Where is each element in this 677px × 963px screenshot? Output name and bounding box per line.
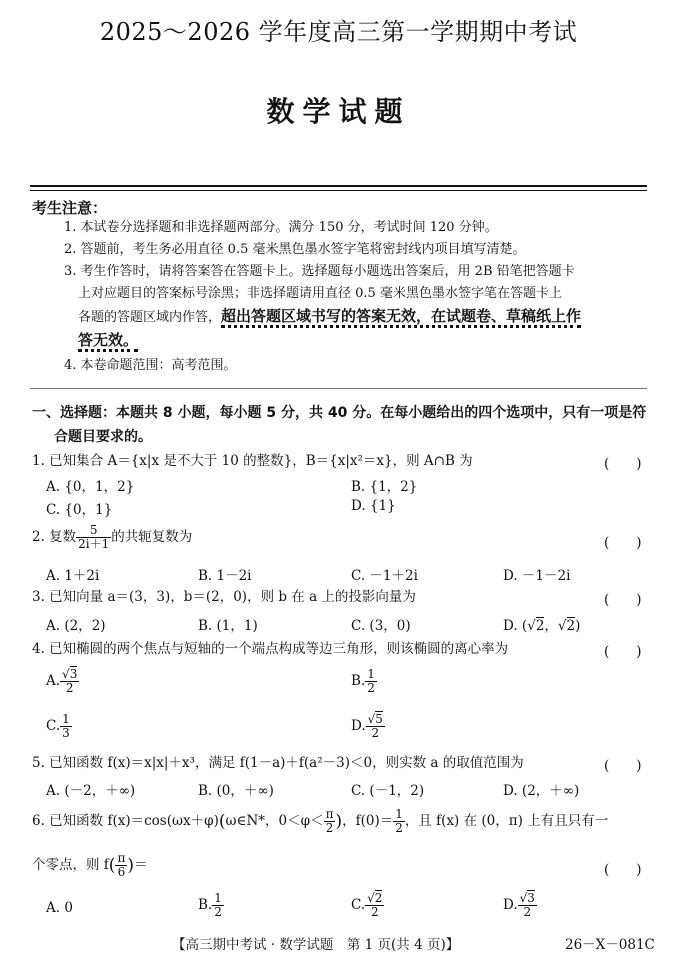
divider-thin <box>30 190 647 191</box>
q2-num: 5 <box>76 524 111 538</box>
q3-d-root1: 2 <box>535 618 545 634</box>
answer-paren-5: ( ) <box>604 758 642 774</box>
q6-cond-num: π <box>325 807 334 821</box>
q4-d-num: 5 <box>375 712 383 726</box>
q3-option-c: C. (3，0) <box>351 618 411 634</box>
q4-c-fraction <box>60 713 72 740</box>
q5-option-d: D. (2，＋∞) <box>503 783 580 799</box>
notice-item-3: 3. 考生作答时，请将答案答在答题卡上。选择题每小题选出答案后，用 2B 铅笔把答题卡 <box>64 264 575 279</box>
answer-paren-4: ( ) <box>604 644 642 660</box>
q6-b-fraction <box>212 892 224 919</box>
q4-d-label: D. <box>351 718 366 734</box>
question-4: 4. 已知椭圆的两个焦点与短轴的一个端点构成等边三角形，则该椭圆的离心率为 <box>32 641 509 657</box>
q4-option-b <box>351 668 377 695</box>
answer-paren-1: ( ) <box>604 456 642 472</box>
q4-option-d <box>351 713 385 740</box>
q6-stem-mid: ，f(0)＝ <box>342 813 394 829</box>
q3-option-a: A. (2，2) <box>46 618 106 634</box>
q6-b-den: 2 <box>214 905 222 919</box>
q4-c-num: 1 <box>62 712 70 726</box>
q4-b-den: 2 <box>367 681 375 695</box>
q4-a-num: 3 <box>69 667 78 681</box>
q4-a-den: 2 <box>65 681 74 695</box>
q6-f0-den: 2 <box>395 821 403 835</box>
q4-option-c <box>46 713 72 740</box>
notice-item-3-cont2 <box>78 306 581 328</box>
q4-d-fraction: $\frac{√5}{2}$ <box>367 712 383 740</box>
divider-notice <box>30 388 647 389</box>
exam-title: 2025～2026 学年度高三第一学期期中考试 <box>99 18 578 46</box>
q6-d-fraction: $\frac{√3}{2}$ <box>519 891 535 919</box>
q5-option-a: A. (－2，＋∞) <box>46 783 136 799</box>
question-3: 3. 已知向量 a＝(3，3)，b＝(2，0)，则 b 在 a 上的投影向量为 <box>32 589 416 605</box>
q6-d-den: 2 <box>523 905 532 919</box>
exam-code: 26－X－081C <box>565 937 655 953</box>
q1-option-a: A. {0，1，2} <box>46 479 135 495</box>
page-footer: 【高三期中考试 · 数学试题 第 1 页(共 4 页)】 <box>172 937 460 953</box>
q6-c-den: 2 <box>370 905 379 919</box>
q5-option-c: C. (－1，2) <box>351 783 425 799</box>
question-2 <box>32 524 192 551</box>
q6-line2-post: ＝ <box>133 857 148 873</box>
q4-a-fraction: $\frac{√3}{2}$ <box>62 667 78 695</box>
notice-item-3-end <box>78 330 138 352</box>
q3-d-post: ) <box>575 618 581 634</box>
q6-c-label: C. <box>351 897 366 913</box>
subject-title: 数学试题 <box>266 95 411 128</box>
q3-d-root2: 2 <box>566 618 576 634</box>
notice-item-3-cont: 上对应题目的答案标号涂黑；非选择题请用直径 0.5 毫米黑色墨水签字笔在答题卡上 <box>78 286 562 301</box>
question-6-line2: 个零点，则 f( $\frac{\pi}{6}$ )＝ <box>32 851 148 879</box>
q4-c-label: C. <box>46 718 61 734</box>
question-1: 1. 已知集合 A＝{x|x 是不大于 10 的整数}，B＝{x|x²＝x}，则 A∩B 为 <box>32 453 473 469</box>
notice-item-3-text: 各题的答题区域内作答， <box>78 310 222 325</box>
q2-option-a: A. 1＋2i <box>46 568 100 584</box>
section-heading-cont: 合题目要求的。 <box>54 429 152 445</box>
notice-title: 考生注意： <box>32 199 108 217</box>
q1-option-c: C. {0，1} <box>46 502 113 518</box>
q2-stem-pre: 2. 复数 <box>32 529 77 545</box>
question-5: 5. 已知函数 f(x)＝x|x|＋x³，满足 f(1－a)＋f(a²－3)＜0，则实数 a 的取值范围为 <box>32 755 524 771</box>
q4-d-den: 2 <box>371 726 380 740</box>
q3-d-pre: D. ( <box>503 618 528 634</box>
q6-arg-den: 6 <box>117 865 126 879</box>
q4-b-label: B. <box>351 673 366 689</box>
q6-stem-post: ，且 f(x) 在 (0，π) 上有且只有一 <box>404 813 609 829</box>
q1-option-d: D. {1} <box>351 498 396 514</box>
q6-c-num: 2 <box>374 891 383 905</box>
q4-c-den: 3 <box>62 726 70 740</box>
q6-c-fraction: $\frac{√2}{2}$ <box>367 891 383 919</box>
q3-option-d: D. (√2，√2) <box>503 618 581 634</box>
answer-paren-6: ( ) <box>604 862 642 878</box>
notice-emphasis-end: 答无效。 <box>78 331 138 352</box>
notice-item-4: 4. 本卷命题范围：高考范围。 <box>64 358 237 373</box>
section-heading: 一、选择题：本题共 8 小题，每小题 5 分，共 40 分。在每小题给出的四个选项中，只有一项是符 <box>32 405 647 421</box>
q4-b-fraction <box>365 668 377 695</box>
notice-item-1: 1. 本试卷分选择题和非选择题两部分。满分 150 分，考试时间 120 分钟。 <box>64 220 498 235</box>
q6-arg-num: π <box>117 851 126 865</box>
q6-option-d <box>503 892 537 919</box>
q6-option-a: A. 0 <box>46 900 73 916</box>
q4-option-a <box>46 668 79 695</box>
q6-b-num: 1 <box>214 891 222 905</box>
q6-f0-fraction <box>393 808 405 835</box>
q2-option-b: B. 1－2i <box>198 568 252 584</box>
q6-d-num: 3 <box>527 891 535 905</box>
q6-option-c <box>351 892 384 919</box>
q4-a-label: A. <box>46 673 61 689</box>
q4-b-num: 1 <box>367 667 375 681</box>
q6-d-label: D. <box>503 897 518 913</box>
q6-arg-fraction <box>115 852 127 879</box>
notice-emphasis: 超出答题区域书写的答案无效，在试题卷、草稿纸上作 <box>221 307 581 328</box>
notice-item-2: 2. 答题前，考生务必用直径 0.5 毫米黑色墨水签字笔将密封线内项目填写清楚。 <box>64 242 526 257</box>
q6-line2-pre: 个零点，则 f <box>32 857 109 873</box>
q5-option-b: B. (0，＋∞) <box>198 783 274 799</box>
q2-stem-post: 的共轭复数为 <box>111 529 193 545</box>
q2-option-d: D. －1－2i <box>503 568 571 584</box>
q6-stem-pre: 6. 已知函数 f(x)＝cos(ωx＋φ) <box>32 813 219 829</box>
q2-fraction <box>76 524 111 551</box>
question-6: 6. 已知函数 f(x)＝cos(ωx＋φ)(ω∈N*，0＜φ＜ $\frac{\pi}{2}$ )，f(0)＝ $\frac{1}{2}$ ，且 f(x) 在 (0，π) 上有且只有一 <box>32 807 609 835</box>
q2-den: 2i＋1 <box>78 537 110 551</box>
q6-cond-den: 2 <box>325 821 334 835</box>
q6-option-b <box>198 892 224 919</box>
q6-cond-fraction <box>324 808 336 835</box>
q6-b-label: B. <box>198 897 213 913</box>
q6-cond-pre: ω∈N*，0＜φ＜ <box>225 813 324 829</box>
divider-thick <box>30 185 647 187</box>
answer-paren-2: ( ) <box>604 535 642 551</box>
q6-f0-num: 1 <box>395 807 403 821</box>
q3-d-mid: ， <box>544 618 558 634</box>
answer-paren-3: ( ) <box>604 592 642 608</box>
q2-option-c: C. －1＋2i <box>351 568 418 584</box>
q3-option-b: B. (1，1) <box>198 618 258 634</box>
q1-option-b: B. {1，2} <box>351 479 418 495</box>
